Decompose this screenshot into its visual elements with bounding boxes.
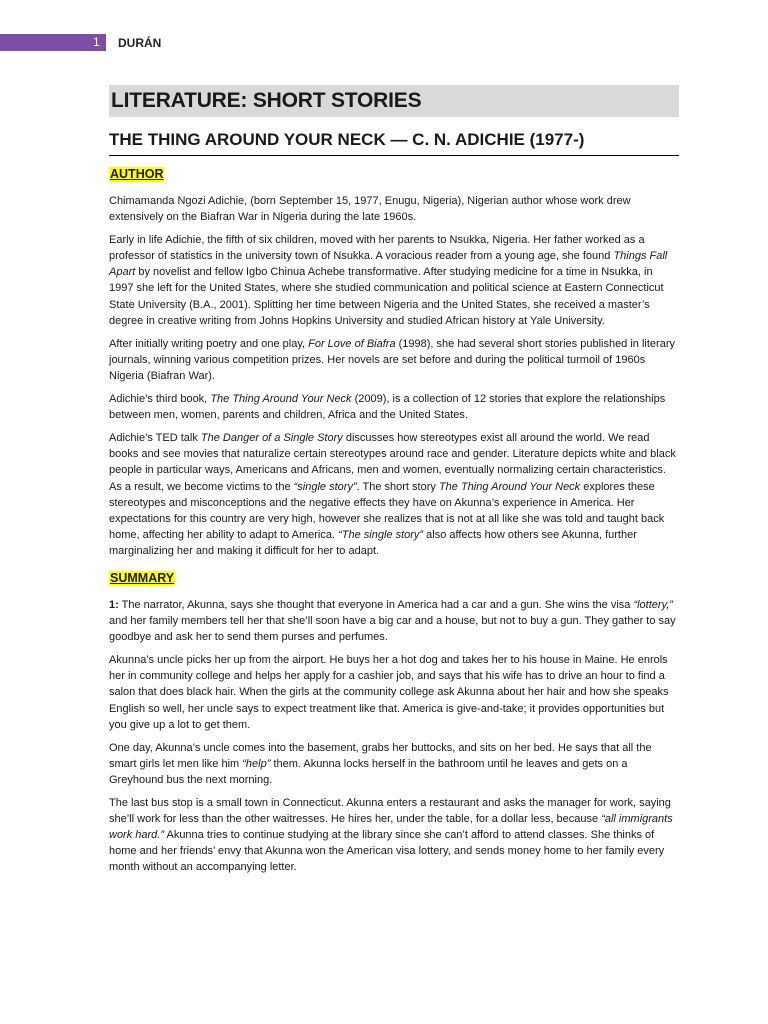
summary-paragraph-3	[109, 740, 679, 788]
book-title-things-fall-apart: Things Fall Apart	[109, 250, 668, 279]
page-number: 1	[93, 35, 100, 49]
book-title-thing-around-your-neck: The Thing Around Your Neck	[210, 393, 352, 406]
author-paragraph-3	[109, 336, 679, 384]
author-paragraph-4	[109, 391, 679, 423]
summary-paragraph-1	[109, 597, 679, 645]
quote-the-single-story: “The single story”	[338, 528, 424, 541]
summary-p4-text-a: The last bus stop is a small town in Connecticut. Akunna enters a restaurant and asks the manager for work, saying she’ll work for less than the other waitresses. He hires her, under the table, for a dollar less, because	[109, 797, 671, 826]
summary-p1-text-a: The narrator, Akunna, says she thought that everyone in America had a car and a gun. She wins the visa	[118, 598, 634, 611]
quote-help: “help”	[242, 757, 271, 770]
author-p3-text-b: (1998), she had several short stories published in literary journals, winning various competition prizes. Her novels are set before and during the political turmoil of 1960s Nigeria (Biafran War).	[109, 337, 675, 382]
summary-p1-text-b: and her family members tell her that she’ll soon have a big car and a house, but not to buy a gun. They gather to say goodbye and ask her to send them purses and perfumes.	[109, 615, 676, 644]
author-p5-text-e: also affects how others see Akunna, further marginalizing her and making it difficult for her to adapt.	[109, 528, 637, 557]
talk-title-danger-single-story: The Danger of a Single Story	[200, 432, 343, 445]
summary-heading: SUMMARY	[110, 570, 175, 585]
quote-single-story: “single story”	[293, 480, 357, 493]
summary-heading-wrap	[109, 569, 679, 587]
author-p2-text-a: Early in life Adichie, the fifth of six children, moved with her parents to Nsukka, Nigeria. Her father worked as a professor of statistics in the university town of Nsukka. A voracious reader from a young age, she found	[109, 234, 645, 263]
author-p5-text-a: Adichie’s TED talk	[109, 432, 201, 445]
author-p5-text-b: discusses how stereotypes exist all around the world. We read books and see movies that naturalize certain stereotypes around race and gender. Literature depicts white and black people in particular ways, Americans and Africans, men and women, eventually normalizing certain characteristics. As a result, we become victims to the	[109, 432, 676, 493]
author-p4-text-a: Adichie’s third book,	[109, 393, 211, 406]
author-paragraph-2	[109, 232, 679, 329]
author-paragraph-5	[109, 430, 679, 559]
author-p3-text-a: After initially writing poetry and one play,	[109, 337, 309, 350]
author-p5-text-d: explores these stereotypes and misconceptions and the negative effects they have on Akunna’s experience in America. Her expectations for this country are very high, however she realizes that is not at all like she was told and taught back home, affecting her ability to adapt to America.	[109, 480, 665, 541]
document-body	[109, 85, 679, 875]
summary-section-number: 1:	[109, 598, 119, 611]
author-p5-text-c: . The short story	[356, 480, 439, 493]
play-title-for-love-of-biafra: For Love of Biafra	[308, 337, 396, 350]
section-title: LITERATURE: SHORT STORIES	[109, 85, 679, 117]
author-p2-text-b: by novelist and fellow Igbo Chinua Achebe transformative. After studying medicine for a time in Nsukka, in 1997 she left for the United States, where she studied communication and political science at Eastern Connecticut State University (B.A., 2001). Splitting her time between Nigeria and the United States, she received a master’s degree in creative writing from Johns Hopkins University and studied African history at Yale University.	[109, 266, 664, 327]
author-p4-text-b: (2009), is a collection of 12 stories that explore the relationships between men, women, parents and children, Africa and the United States.	[109, 393, 666, 422]
summary-p4-text-b: Akunna tries to continue studying at the library since she can’t afford to attend classes. She thinks of home and her friends’ envy that Akunna won the American visa lottery, and sends money home to her family every month without an accompanying letter.	[109, 829, 665, 874]
summary-paragraph-2: Akunna’s uncle picks her up from the airport. He buys her a hot dog and takes her to his house in Maine. He enrols her in community college and helps her apply for a cashier job, and says that his wife has to drive an hour to find a salon that does black hair. When the girls at the community college ask Akunna about her hair and how she speaks English so well, her uncle says to expect treatment like that. America is give-and-take; it provides opportunities but you give up a lot to get them.	[109, 654, 669, 731]
quote-lottery: “lottery,”	[633, 598, 673, 611]
summary-p3-text-b: them. Akunna locks herself in the bathroom until he leaves and gets on a Greyhound bus the next morning.	[109, 757, 628, 786]
quote-all-immigrants-work-hard: “all immigrants work hard.”	[109, 813, 673, 842]
summary-paragraph-4	[109, 795, 679, 875]
author-heading-wrap	[109, 165, 679, 183]
summary-p3-text-a: One day, Akunna’s uncle comes into the basement, grabs her buttocks, and sits on her bed. He says that all the smart girls let men like him	[109, 741, 652, 770]
header-author-name: DURÁN	[118, 36, 162, 50]
story-title: THE THING AROUND YOUR NECK — C. N. ADICHIE (1977-)	[109, 129, 679, 156]
header-accent-bar	[0, 34, 106, 51]
author-heading: AUTHOR	[110, 167, 164, 181]
author-paragraph-1: Chimamanda Ngozi Adichie, (born September 15, 1977, Enugu, Nigeria), Nigerian author whose work drew extensively on the Biafran War in Nigeria during the late 1960s.	[109, 195, 631, 224]
story-title-inline: The Thing Around Your Neck	[438, 480, 581, 493]
